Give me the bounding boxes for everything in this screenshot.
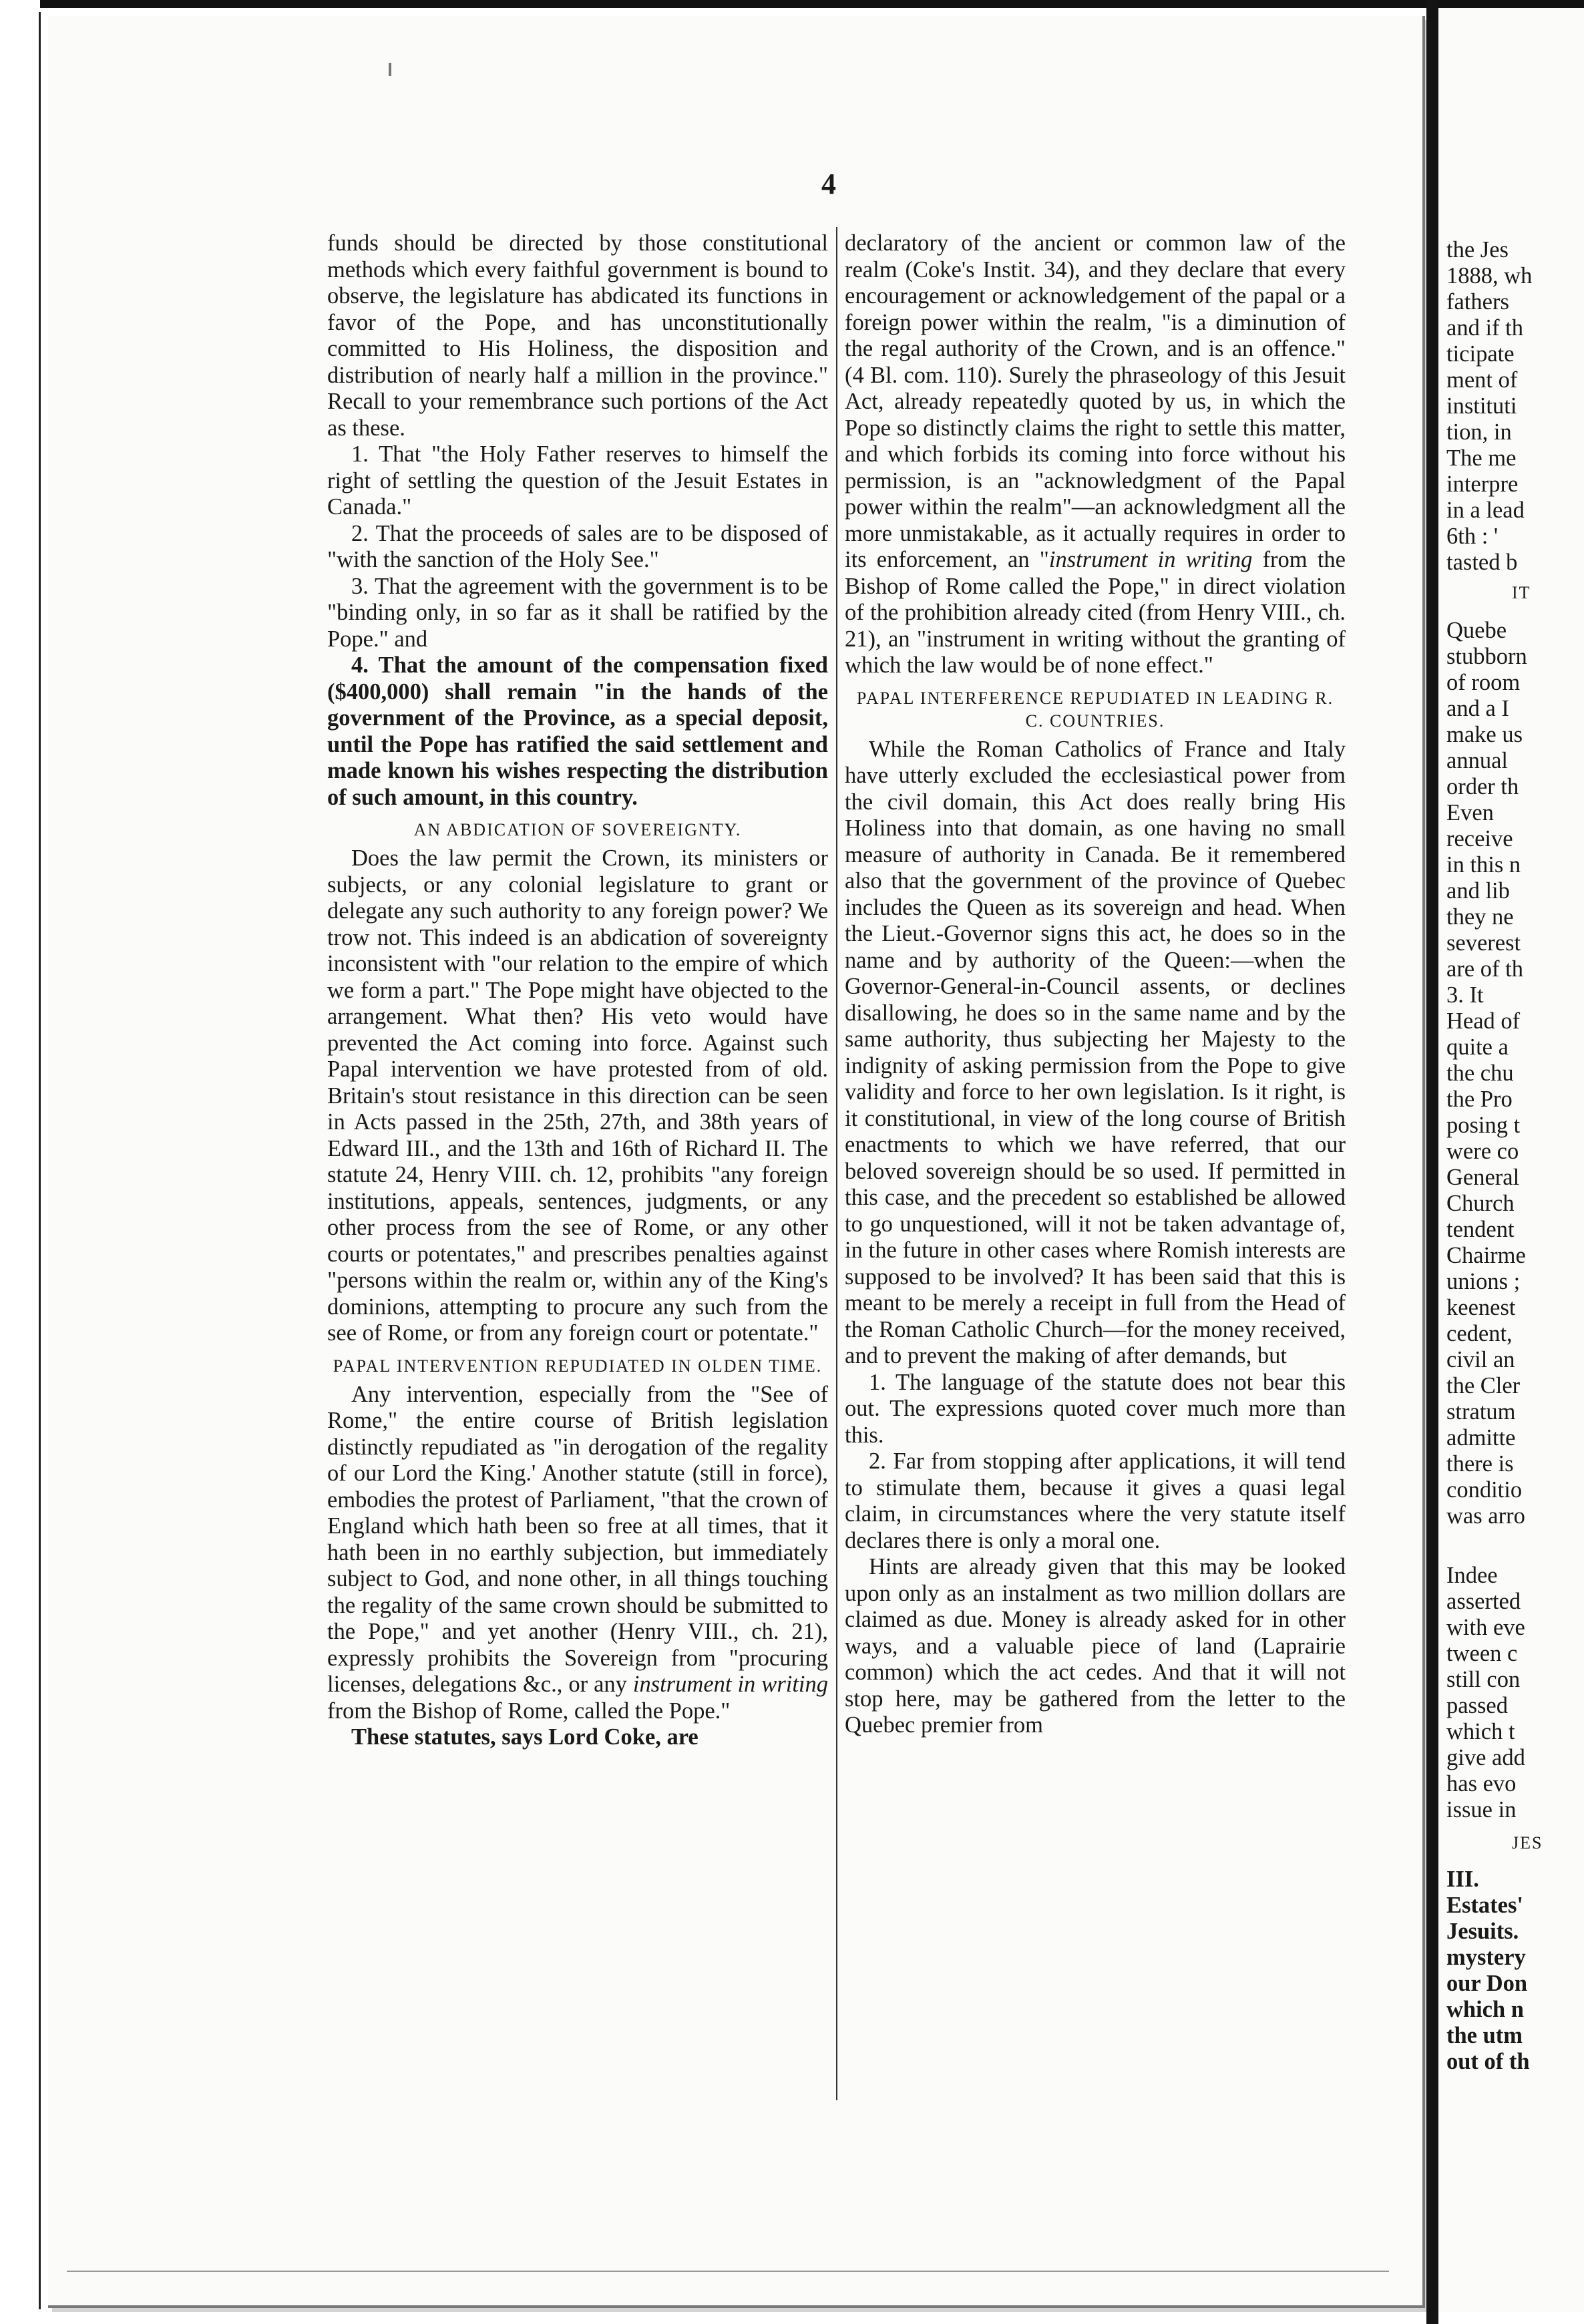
next-page-line: in a lead xyxy=(1446,498,1525,523)
next-page-line: which n xyxy=(1446,1997,1524,2022)
next-page-line: give add xyxy=(1446,1745,1525,1770)
next-page-line: annual xyxy=(1446,748,1508,773)
text-column-right xyxy=(845,230,1346,1739)
next-page-line: Head of xyxy=(1446,1008,1521,1034)
next-page-line: admitte xyxy=(1446,1425,1516,1450)
next-page-line: quite a xyxy=(1446,1034,1509,1060)
next-page-line: III. xyxy=(1446,1867,1479,1892)
paragraph-hints: Hints are already given that this may be looked upon only as an instalment as two million dollars are claimed as due. Money is already asked for in other ways, and a valuable piece of land (Laprairie common) which the act cedes. And that it will not stop here, may be gathered from the letter to the Quebec premier from xyxy=(845,1554,1346,1738)
list-item-1: 1. That "the Holy Father reserves to himself the right of settling the question of the Jesuit Estates in Canada." xyxy=(327,441,828,520)
scan-mark xyxy=(389,63,391,76)
next-page-line: 3. It xyxy=(1446,982,1484,1008)
paragraph-rc-countries: While the Roman Catholics of France and Italy have utterly excluded the ecclesiastical power from the civil domain, this Act does really bring His Holiness into that domain, as one having no small measure of authority in Canada. Be it remembered also that the government of the province of Quebec includes the Queen as its sovereign and head. When the Lieut.-Governor signs this act, he does so in the name and by authority of the Queen:—when the Governor-General-in-Council assents, or declines disallowing, he does so in the same name and by the same authority, thus subjecting her Majesty to the indignity of asking permission from the Pope to give validity and force to her own legislation. Is it right, is it constitutional, in view of the long course of British enactments to which we have referred, that our beloved sovereign should be so used. If permitted in this case, and the precedent so established be allowed to go unquestioned, will it not be taken advantage of, in the future in other cases where Romish interests are supposed to be involved? It has been said that this is meant to be merely a receipt in full from the Head of the Roman Catholic Church—for the money received, and to prevent the making of after demands, but xyxy=(845,736,1346,1368)
paragraph-olden-italic: instrument in writing xyxy=(632,1672,828,1697)
list-item-2: 2. That the proceeds of sales are to be disposed of "with the sanction of the Holy See." xyxy=(327,520,828,572)
paragraph-intro: funds should be directed by those constitutional methods which every faithful government is bound to observe, the legislature has abdicated its functions in favor of the Pope, and has unconstitutionally committed to His Holiness, the disposition and distribution of nearly half a million in the province." Recall to your remembrance such portions of the Act as these. xyxy=(327,230,828,441)
next-page-line: issue in xyxy=(1446,1797,1517,1822)
next-page-line: and a I xyxy=(1446,696,1509,721)
page-bottom-rule xyxy=(67,2271,1389,2272)
next-page-line: Indee xyxy=(1446,1563,1498,1588)
next-page-line: interpre xyxy=(1446,471,1519,497)
text-column-left xyxy=(327,230,828,1751)
next-page-line: still con xyxy=(1446,1667,1521,1692)
next-page-edge xyxy=(1438,8,1584,2312)
page-gutter xyxy=(1426,0,1438,2324)
next-page-line: make us xyxy=(1446,722,1523,747)
paragraph-abdication: Does the law permit the Crown, its ministers or subjects, or any colonial legislature to grant or delegate any such authority to any foreign power? We trow not. This indeed is an abdication of sovereignty inconsistent with "our relation to the empire of which we form a part." The Pope might have objected to the arrangement. What then? His veto would have prevented the Act coming into force. Against such Papal intervention we have protested from of old. Britain's stout resistance in this direction can be seen in Acts passed in the 25th, 27th, and 38th years of Edward III., and the 13th and 16th of Richard II. The statute 24, Henry VIII. ch. 12, prohibits "any foreign institutions, appeals, sentences, judgments, or any other process from the see of Rome, or any other courts or potentates," and prescribes penalties against "persons within the realm or, within any of the King's dominions, attempting to procure any such from the see of Rome, or from any foreign court or potentate." xyxy=(327,845,828,1346)
next-page-line: tion, in xyxy=(1446,419,1512,445)
next-page-line: were co xyxy=(1446,1139,1519,1164)
paragraph-declaratory-italic: instrument in writing xyxy=(1048,547,1253,572)
next-page-line: there is xyxy=(1446,1451,1514,1477)
next-page-line: with eve xyxy=(1446,1615,1525,1640)
next-page-line: out of th xyxy=(1446,2049,1530,2074)
next-page-line: unions ; xyxy=(1446,1269,1521,1294)
next-page-line: the utm xyxy=(1446,2023,1523,2048)
next-page-line: has evo xyxy=(1446,1771,1517,1796)
paragraph-declaratory-text-b: from the Bishop of Rome called the Pope," in direct violation of the prohibition already cited (from Henry VIII., ch. 21), an "instrument in writing without the granting of which the law would be of none effect." xyxy=(845,547,1346,678)
next-page-line: of room xyxy=(1446,670,1521,695)
next-page-line: JES xyxy=(1512,1833,1543,1853)
next-page-line: they ne xyxy=(1446,904,1514,930)
next-page-line: instituti xyxy=(1446,393,1517,419)
next-page-line: in this n xyxy=(1446,852,1521,878)
next-page-line: tasted b xyxy=(1446,550,1518,575)
next-page-line: IT xyxy=(1512,583,1531,602)
point-1: 1. The language of the statute does not bear this out. The expressions quoted cover much more than this. xyxy=(845,1369,1346,1448)
next-page-line: 6th : ' xyxy=(1446,524,1499,549)
next-page-line: fathers xyxy=(1446,289,1509,315)
scan-top-border xyxy=(0,0,1584,8)
next-page-line: Quebe xyxy=(1446,618,1507,643)
paragraph-olden-text-b: from the Bishop of Rome, called the Pope." xyxy=(327,1698,731,1724)
next-page-line: Jesuits. xyxy=(1446,1919,1519,1944)
next-page-line: civil an xyxy=(1446,1347,1515,1372)
column-divider xyxy=(836,227,837,2100)
next-page-line: cedent, xyxy=(1446,1321,1513,1346)
next-page-line: posing t xyxy=(1446,1113,1521,1138)
next-page-line: order th xyxy=(1446,774,1519,799)
next-page-line: tendent xyxy=(1446,1217,1515,1242)
scan-left-margin xyxy=(0,0,40,2324)
paragraph-olden-time xyxy=(327,1382,828,1725)
next-page-line: 1888, wh xyxy=(1446,263,1533,288)
next-page-line: the Cler xyxy=(1446,1373,1521,1398)
list-item-3: 3. That the agreement with the government is to be "binding only, in so far as it shall be ratified by the Pope." and xyxy=(327,573,828,652)
list-item-4: 4. That the amount of the compensation fixed ($400,000) shall remain "in the hands of the government of the Province, as a special deposit, until the Pope has ratified the said settlement and made known his wishes respecting the distribution of such amount, in this country. xyxy=(327,652,828,810)
next-page-line: severest xyxy=(1446,930,1521,956)
next-page-line: Church xyxy=(1446,1191,1515,1216)
section-heading-abdication: AN ABDICATION OF SOVEREIGNTY. xyxy=(413,820,742,839)
next-page-line: General xyxy=(1446,1165,1520,1190)
paragraph-olden-text-a: Any intervention, especially from the "See of Rome," the entire course of British legislation distinctly repudiated as "in derogation of the regality of our Lord the King.' Another statute (still in force), embodies the protest of Parliament, "that the crown of England which hath been so free at all times, that it hath been in no earthly subjection, but immediately subject to God, and none other, in all things touching the regality of the same crown should be submitted to the Pope," and yet another (Henry VIII., ch. 21), expressly prohibits the Sovereign from "procuring licenses, delegations &c., or any xyxy=(327,1381,828,1697)
next-page-line: tween c xyxy=(1446,1641,1518,1666)
next-page-line: ment of xyxy=(1446,367,1518,393)
next-page-line: which t xyxy=(1446,1719,1515,1744)
next-page-line: the Pro xyxy=(1446,1087,1513,1112)
paragraph-declaratory xyxy=(845,230,1346,679)
paragraph-lord-coke: These statutes, says Lord Coke, are xyxy=(351,1724,699,1750)
section-heading-rc-countries: PAPAL INTERFERENCE REPUDIATED IN LEADING R. C. COUNTRIES. xyxy=(856,688,1334,731)
next-page-line: was arro xyxy=(1446,1503,1525,1529)
next-page-line: passed xyxy=(1446,1693,1508,1718)
next-page-line: our Don xyxy=(1446,1971,1528,1996)
next-page-line: and lib xyxy=(1446,878,1510,904)
next-page-line: ticipate xyxy=(1446,341,1515,367)
section-heading-olden-time: PAPAL INTERVENTION REPUDIATED IN OLDEN TIME. xyxy=(333,1356,823,1376)
page-number: 4 xyxy=(821,168,836,200)
next-page-line: Even xyxy=(1446,800,1494,825)
next-page-line: and if th xyxy=(1446,315,1523,341)
next-page-line: keenest xyxy=(1446,1295,1516,1320)
point-2: 2. Far from stopping after applications, it will tend to stimulate them, because it gives a quasi legal claim, in circumstances where the very statute itself declares there is only a moral one. xyxy=(845,1448,1346,1553)
paragraph-declaratory-text-a: declaratory of the ancient or common law of the realm (Coke's Instit. 34), and they declare that every encouragement or acknowledgement of the papal or a foreign power within the realm, "is a diminution of the regal authority of the Crown, and is an offence." (4 Bl. com. 110). Surely the phraseology of this Jesuit Act, already repeatedly quoted by us, in which the Pope so distinctly claims the right to settle this matter, and which forbids its coming into force without his permission, is an "acknowledgment of the Papal power within the realm"—an acknowledgment all the more unmistakable, as it actually requires in order to its enforcement, an " xyxy=(845,230,1346,572)
next-page-line: the Jes xyxy=(1446,237,1509,262)
next-page-line: mystery xyxy=(1446,1945,1526,1970)
next-page-line: conditio xyxy=(1446,1477,1523,1503)
next-page-line: The me xyxy=(1446,445,1517,471)
page-left-edge xyxy=(39,12,41,2309)
next-page-line: asserted xyxy=(1446,1589,1521,1614)
next-page-line: the chu xyxy=(1446,1060,1514,1086)
next-page-line: stubborn xyxy=(1446,644,1527,669)
next-page-line: receive xyxy=(1446,826,1513,851)
next-page-line: Estates' xyxy=(1446,1893,1523,1918)
next-page-line: Chairme xyxy=(1446,1243,1526,1268)
next-page-line: stratum xyxy=(1446,1399,1516,1424)
next-page-line: are of th xyxy=(1446,956,1523,982)
